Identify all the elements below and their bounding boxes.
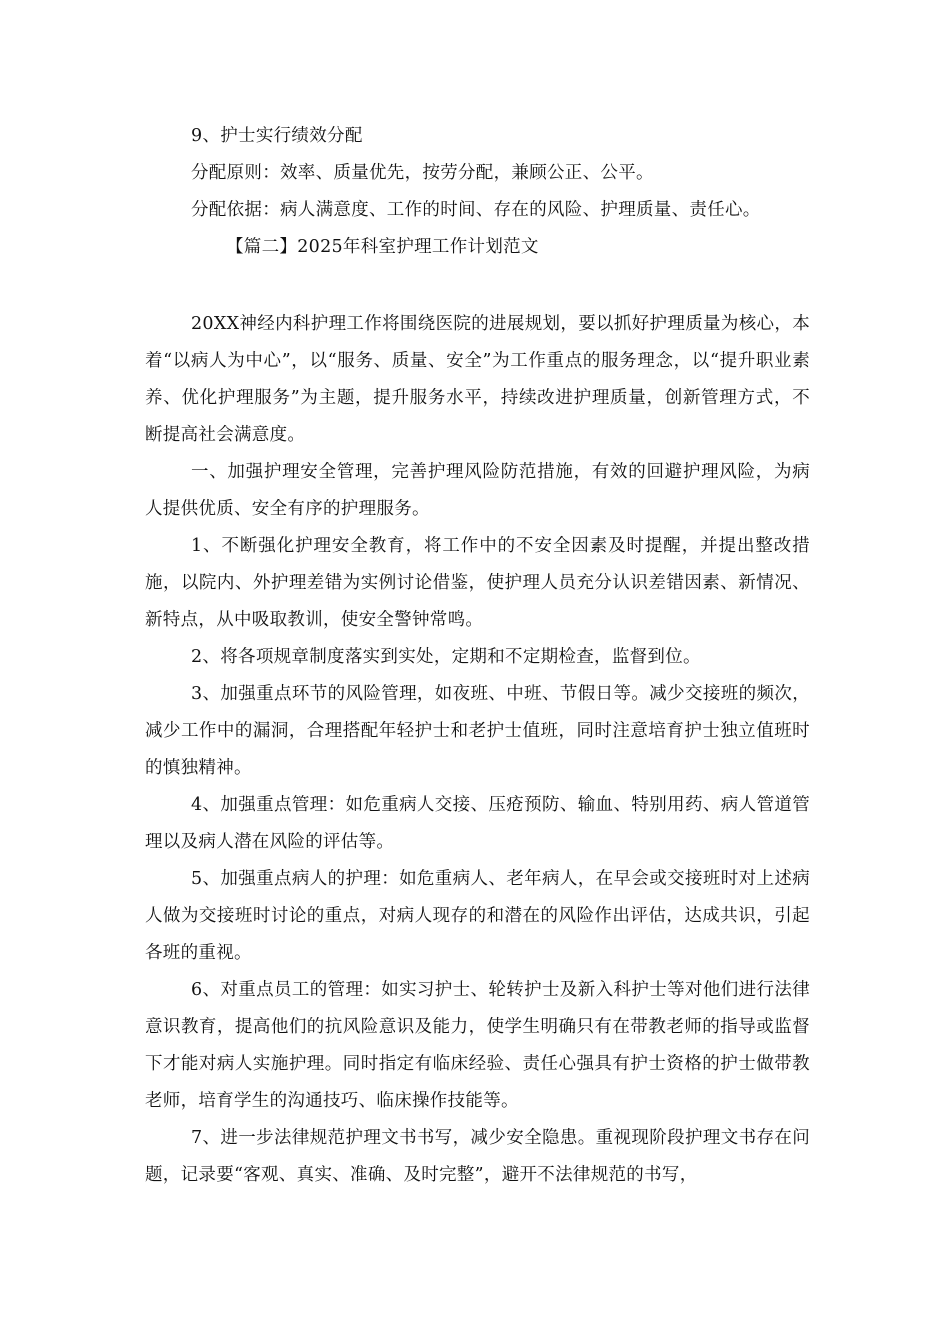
section-title: 【篇二】2025年科室护理工作计划范文	[226, 237, 539, 257]
paragraph-item-7: 7、进一步法律规范护理文书书写，减少安全隐患。重视现阶段护理文书存在问题，记录要“客观、真实、准确、及时完整”，避开不法律规范的书写，	[145, 1128, 810, 1185]
intro-line-3: 分配依据：病人满意度、工作的时间、存在的风险、护理质量、责任心。	[191, 200, 761, 220]
paragraph-item-5: 5、加强重点病人的护理：如危重病人、老年病人，在早会或交接班时对上述病人做为交接班时讨论的重点，对病人现存的和潜在的风险作出评估，达成共识，引起各班的重视。	[145, 869, 810, 963]
intro-line-2: 分配原则：效率、质量优先，按劳分配，兼顾公正、公平。	[191, 163, 654, 183]
paragraph-item-4: 4、加强重点管理：如危重病人交接、压疮预防、输血、特别用药、病人管道管理以及病人潜在风险的评估等。	[145, 795, 810, 852]
intro-line-1: 9、护士实行绩效分配	[191, 126, 363, 146]
document-body	[145, 118, 810, 1194]
paragraph-intro: 20XX神经内科护理工作将围绕医院的进展规划，要以抓好护理质量为核心，本着“以病人为中心”，以“服务、质量、安全”为工作重点的服务理念，以“提升职业素养、优化护理服务”为主题，提升服务水平，持续改进护理质量，创新管理方式，不断提高社会满意度。	[145, 314, 810, 445]
paragraph-item-1: 1、不断强化护理安全教育，将工作中的不安全因素及时提醒，并提出整改措施，以院内、外护理差错为实例讨论借鉴，使护理人员充分认识差错因素、新情况、新特点，从中吸取教训，使安全警钟常鸣。	[145, 536, 810, 630]
paragraph-item-3: 3、加强重点环节的风险管理，如夜班、中班、节假日等。减少交接班的频次，减少工作中的漏洞，合理搭配年轻护士和老护士值班，同时注意培育护士独立值班时的慎独精神。	[145, 684, 810, 778]
paragraph-item-2: 2、将各项规章制度落实到实处，定期和不定期检查，监督到位。	[191, 647, 701, 667]
paragraph-item-6: 6、对重点员工的管理：如实习护士、轮转护士及新入科护士等对他们进行法律意识教育，提高他们的抗风险意识及能力，使学生明确只有在带教老师的指导或监督下才能对病人实施护理。同时指定有临床经验、责任心强具有护士资格的护士做带教老师，培育学生的沟通技巧、临床操作技能等。	[145, 980, 810, 1111]
paragraph-heading-1: 一、加强护理安全管理，完善护理风险防范措施，有效的回避护理风险，为病人提供优质、安全有序的护理服务。	[145, 462, 810, 519]
